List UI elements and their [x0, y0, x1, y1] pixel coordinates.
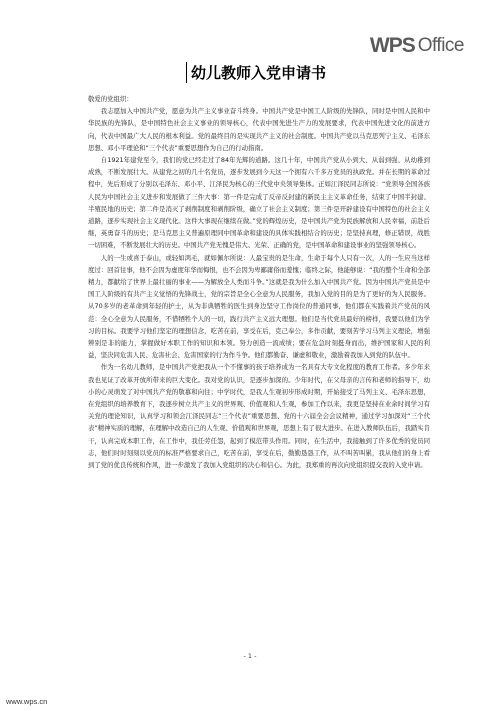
salutation: 敬爱的党组织： [88, 95, 133, 103]
page-number: - 1 - [243, 652, 257, 660]
footer-url[interactable]: www.wps.cn [6, 697, 48, 706]
paragraph-2: 自1921年建党至今，我们的党已经走过了84年光辉的道路。这几十年，中国共产党从小到大、从弱到强、从幼稚到成熟，不断发展壮大。从建党之初的几十名党员，逐步发展到今天这一个拥有六千多万党员的执政党。并在长期的革命过程中，先后形成了分别以毛泽东、邓小平、江泽民为核心的三代党中央领导集体。正如江泽民同志所说：“党领导全国各族人民为中国社会主义进步和发展做了三件大事：第一件是完成了反帝反封建的新民主主义革命任务，结束了中国半封建、半殖民地的历史；第二件是消灭了剥削制度和剥削阶级，确立了社会主义制度；第三件是开辟建设有中国特色的社会主义道路，逐步实现社会主义现代化。这件大事现在继续在做。”党的辉煌历史，是中国共产党为民族解放和人民幸福，前赴后继，英勇奋斗的历史；是马克思主义普遍原理同中国革命和建设的具体实践相结合的历史；是坚持真理，修正错误，战胜一切困难，不断发展壮大的历史。中国共产党无愧是伟大、光荣、正确的党，是中国革命和建设事业的坚强领导核心。 [88, 156, 431, 250]
wps-office-logo [370, 34, 464, 58]
paragraph-1: 我志愿加入中国共产党，愿意为共产主义事业奋斗终身。中国共产党是中国工人阶级的先锋队，同时是中国人民和中华民族的先锋队，是中国特色社会主义事业的领导核心，代表中国先进生产力的发展要求，代表中国先进文化的前进方向，代表中国最广大人民的根本利益。党的最终目的是实现共产主义的社会制度。中国共产党以马克思列宁主义、毛泽东思想、邓小平理论和“三个代表”重要思想作为自己的行动指南。 [88, 107, 430, 152]
document-body [88, 93, 430, 471]
paragraph-3: 人的一生或喜于泰山，或轻如鸿毛，就如佩尔所说：人最宝贵的是生命，生命于每个人只有一次，人的一生应当这样度过：回首往事，他不会因为虚度年华而悔恨，也不会因为卑鄙庸俗而羞愧；临终之际，他能够说：“我的整个生命和全部精力，都献给了世界上最壮丽的事业——为解放全人类而斗争。”这就是我为什么加入中国共产党。因为中国共产党员是中国工人阶级的有共产主义觉悟的先锋战士，党的宗旨是全心全意为人民服务，我加入党的目的是为了更好的为人民服务。从70多岁的老革命到年轻的护士，从为非典牺牲的医生到身边坚守工作岗位的普通同事，他们都在实践着共产党员的风范：全心全意为人民服务，不惜牺牲个人的一切，践行共产主义远大理想。他们是当代党员最好的榜样，我要以他们为学习的目标。我要学习他们坚定的理想信念，吃苦在前，享受在后，克己奉公，多作贡献，要刻苦学习马列主义理论，增强辨别是非的能力，掌握做好本职工作的知识和本领。努力创造一流成绩；要在危急时刻挺身而出，维护国家和人民的利益，坚决同危害人民、危害社会、危害国家的行为作斗争。他们都勤奋、谦虚和敬业，激励着我加入到党的队伍中。 [88, 253, 431, 360]
wps-logo-mark: WPS [369, 34, 415, 57]
wps-logo-office-text: Office [417, 35, 464, 56]
paragraph-4: 作为一名幼儿教师，是中国共产党把我从一个不懂事的孩子培养成为一名具有大专文化程度的教育工作者。多少年来我也见证了改革开放所带来的巨大变化。我对党的认识，是逐步加深的。少年时代，在父母亲的言传和老师的指导下，幼小的心灵萌发了对中国共产党的敬慕和向往；中学时代，是我人生观初步形成时期，开始接受了马列主义、毛泽东思想，在党组织的培养教育下，我逐步树立共产主义的世界观、价值观和人生观，参加工作以来，我更是坚持在业余时间学习有关党的理论知识，认真学习和领会江泽民同志“三个代表”重要思想、党的十六届全会会议精神，通过学习加深对“三个代表”精神实质的理解，在理解中改造自己的人生观、价值观和世界观，思想上有了很大进步。在进入教师队伍后，我踏实肯干，认真完成本职工作，在工作中，我任劳任怨，起到了模范带头作用。同时，在生活中，我接触到了许多优秀的党员同志，他们时时刻刻以党员的标准严格要求自己，吃苦在前，享受在后，勤勤恳恳工作，从不叫苦叫累，我从他们的身上看到了党的优良传统和作风，进一步激发了我加入党组织的决心和信心。为此，我郑重的再次向党组织提交我的入党申请。 [88, 363, 431, 470]
document-title: 幼儿教师入党申请书 [186, 62, 326, 83]
